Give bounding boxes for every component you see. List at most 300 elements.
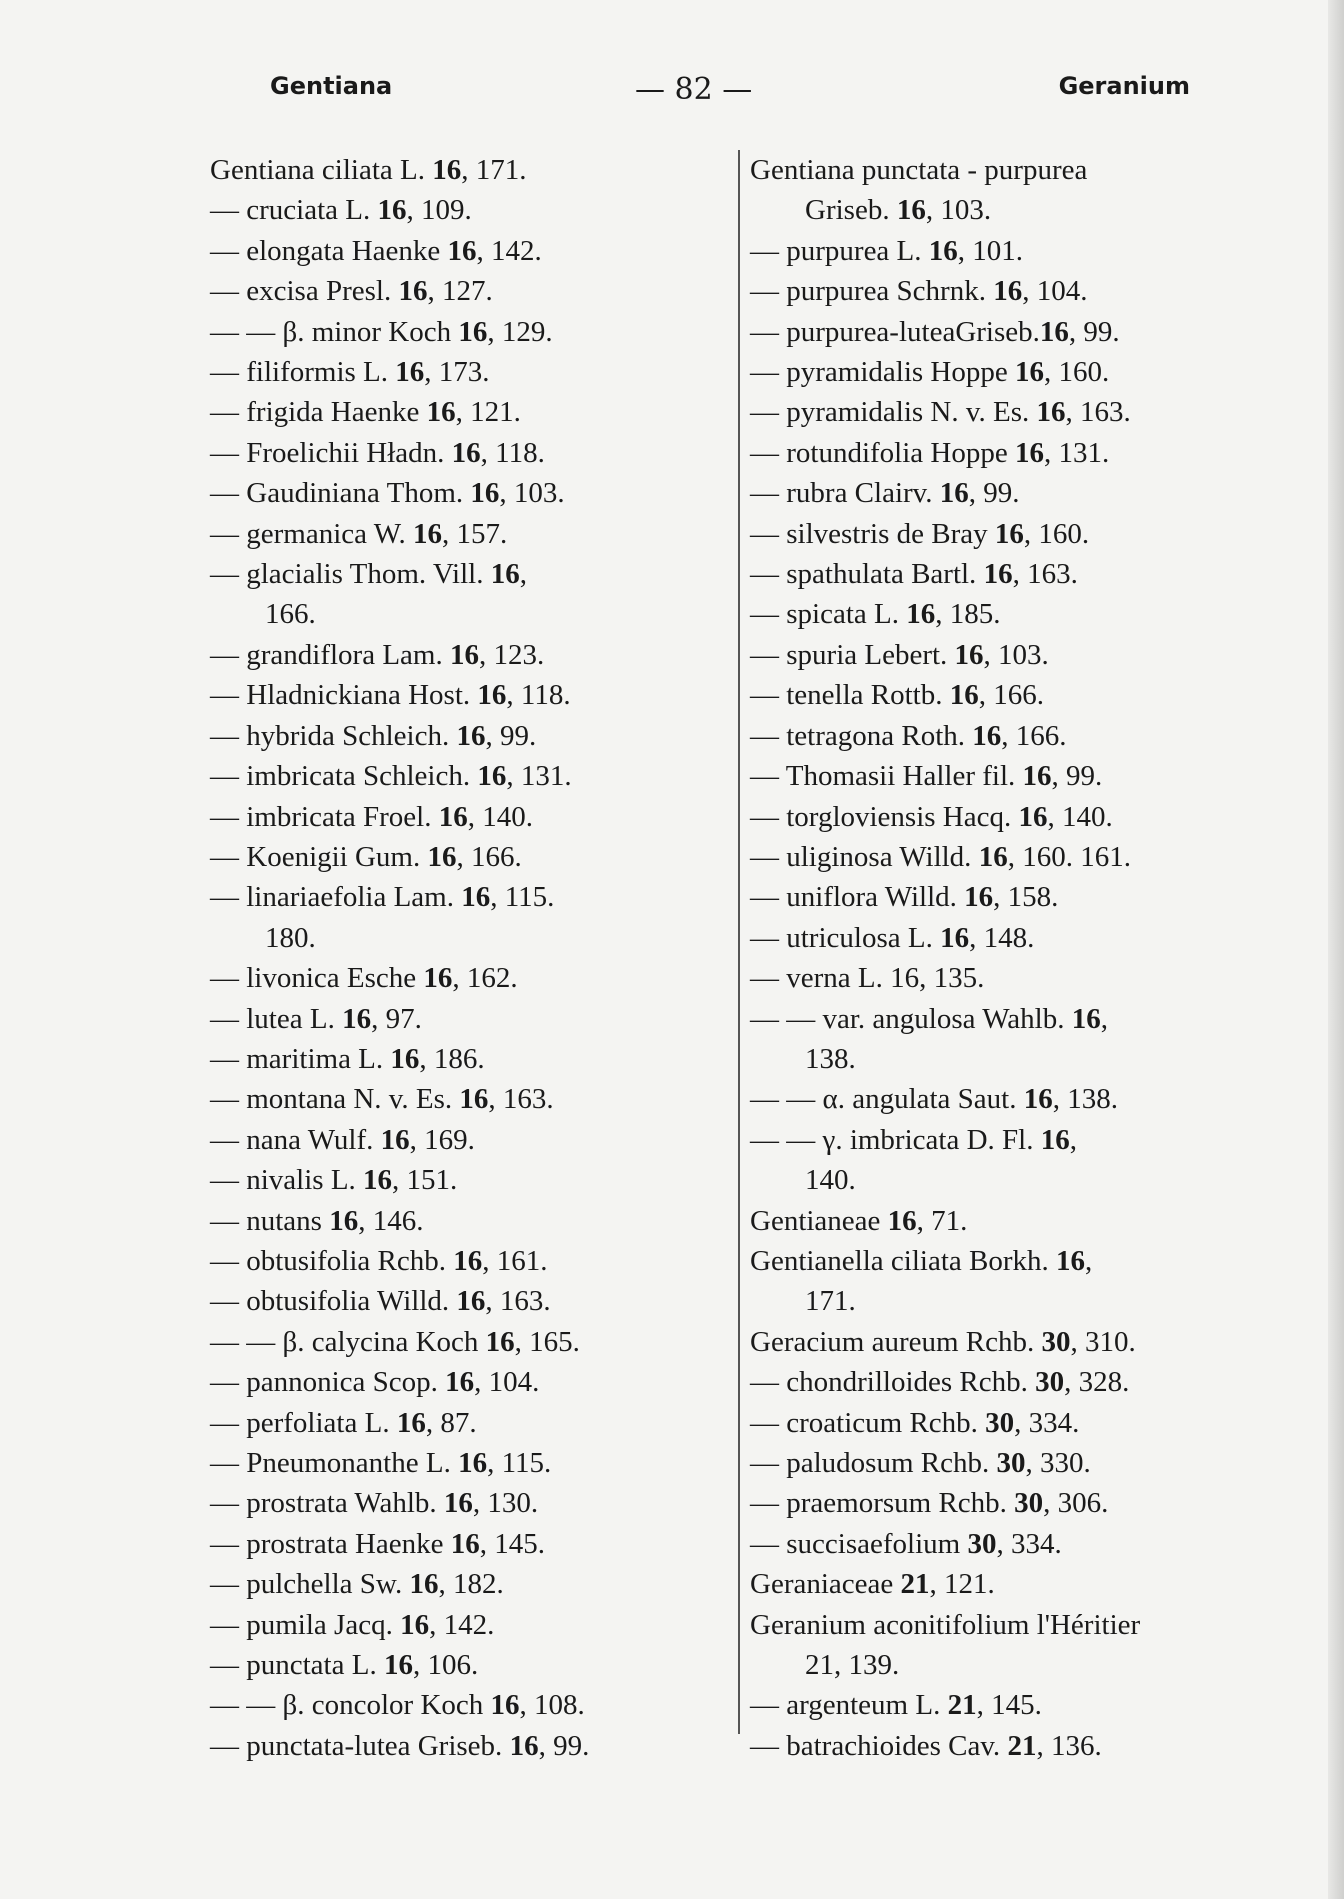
left-entry bbox=[210, 1241, 730, 1281]
right-entry bbox=[750, 918, 1270, 958]
volume-number: 16 bbox=[490, 558, 520, 591]
volume-number: 21 bbox=[947, 1689, 977, 1722]
entry-name: — obtusifolia Willd. bbox=[210, 1285, 457, 1318]
volume-number: 16 bbox=[456, 719, 486, 752]
right-entry bbox=[750, 312, 1270, 352]
entry-name: — prostrata Haenke bbox=[210, 1527, 451, 1560]
volume-number: 16 bbox=[978, 840, 1008, 873]
volume-number: 16 bbox=[459, 1083, 489, 1116]
entry-name: — nutans bbox=[210, 1204, 330, 1237]
right-entry bbox=[750, 675, 1270, 715]
volume-number: 16 bbox=[1056, 1244, 1086, 1277]
page-refs: , 169. bbox=[409, 1123, 475, 1156]
left-entry bbox=[210, 797, 730, 837]
page-refs: , 173. bbox=[424, 356, 490, 389]
volume-number: 16 bbox=[964, 881, 994, 914]
entry-name: — batrachioides Cav. bbox=[750, 1729, 1008, 1762]
volume-number: 16 bbox=[906, 598, 936, 631]
left-entry bbox=[210, 150, 730, 190]
page-refs: , 157. bbox=[441, 517, 508, 550]
left-entry bbox=[210, 1483, 730, 1523]
page-refs: , 163. bbox=[1012, 558, 1078, 591]
volume-number: 16 bbox=[983, 558, 1013, 591]
page-refs: , 145. bbox=[479, 1527, 546, 1560]
entry-name: — Pneumonanthe L. bbox=[210, 1447, 459, 1479]
volume-number: 16 bbox=[470, 477, 500, 510]
entry-name: — — var. angulosa Wahlb. bbox=[750, 1002, 1072, 1035]
volume-number: 16 bbox=[994, 517, 1024, 550]
volume-number: 16 bbox=[477, 679, 507, 712]
volume-number: 16 bbox=[449, 638, 479, 671]
left-entry bbox=[210, 514, 730, 554]
page-refs: , 146. bbox=[358, 1204, 424, 1237]
entry-name: — lutea L. bbox=[210, 1002, 343, 1035]
entry-name: — prostrata Wahlb. bbox=[210, 1487, 444, 1520]
volume-number: 16 bbox=[887, 1204, 917, 1237]
page-refs: , 334. bbox=[1014, 1406, 1080, 1439]
entry-name: — tetragona Roth. bbox=[750, 719, 973, 752]
page-refs: , 310. bbox=[1070, 1325, 1136, 1358]
entry-name: — linariaefolia Lam. bbox=[210, 881, 462, 914]
volume-number: 16 bbox=[490, 1689, 520, 1722]
page-refs: , 103. bbox=[983, 638, 1049, 671]
entry-name: Geranium aconitifolium l'Héritier bbox=[750, 1608, 1141, 1641]
page-refs: , 106. bbox=[412, 1649, 479, 1682]
right-entry bbox=[750, 1403, 1270, 1443]
volume-number: 16 bbox=[426, 396, 456, 429]
page-refs: , 118. bbox=[480, 436, 545, 469]
left-entry-continuation bbox=[210, 594, 730, 634]
page-refs: , bbox=[1069, 1123, 1077, 1156]
page-refs: , 99. bbox=[968, 477, 1020, 510]
entry-name: — punctata L. bbox=[210, 1649, 384, 1682]
page-refs: , 160. 161. bbox=[1007, 840, 1131, 873]
entry-name: — rubra Clairv. bbox=[750, 477, 940, 510]
left-entry-continuation bbox=[210, 918, 730, 958]
entry-name: — torgloviensis Hacq. bbox=[750, 800, 1019, 833]
page-refs: , 163. bbox=[1065, 396, 1131, 429]
entry-name: Gentianeae bbox=[750, 1204, 888, 1237]
entry-name: — Koenigii Gum. bbox=[210, 840, 428, 873]
page-refs: 21, 139. bbox=[805, 1649, 900, 1682]
page-refs: , 163. bbox=[488, 1083, 554, 1116]
left-entry bbox=[210, 1039, 730, 1079]
right-entry bbox=[750, 554, 1270, 594]
page-refs: , 87. bbox=[425, 1406, 477, 1439]
page-refs: , 118. bbox=[506, 679, 571, 712]
entry-name: — pumila Jacq. bbox=[210, 1608, 401, 1641]
page-refs: , 101. bbox=[957, 234, 1024, 267]
volume-number: 30 bbox=[1014, 1487, 1044, 1520]
page-refs: , 104. bbox=[474, 1366, 540, 1399]
entry-name: — — β. calycina Koch bbox=[210, 1325, 486, 1358]
right-entry bbox=[750, 1120, 1270, 1160]
right-entry bbox=[750, 999, 1270, 1039]
volume-number: 16 bbox=[412, 517, 442, 550]
entry-name: — excisa Presl. bbox=[210, 275, 399, 308]
volume-number: 16 bbox=[1036, 396, 1066, 429]
left-entry bbox=[210, 635, 730, 675]
page-refs: , 182. bbox=[438, 1568, 504, 1601]
entry-name: — verna L. 16, 135. bbox=[750, 962, 985, 995]
right-entry bbox=[750, 837, 1270, 877]
page-refs: , 130. bbox=[472, 1487, 539, 1520]
volume-number: 16 bbox=[329, 1204, 359, 1237]
right-entry bbox=[750, 514, 1270, 554]
entry-name: — germanica W. bbox=[210, 517, 413, 550]
page-refs: , 104. bbox=[1022, 275, 1088, 308]
volume-number: 16 bbox=[485, 1325, 515, 1358]
left-entry bbox=[210, 958, 730, 998]
page-refs: , 123. bbox=[478, 638, 545, 671]
page-refs: , 158. bbox=[993, 881, 1059, 914]
left-entry bbox=[210, 716, 730, 756]
left-entry bbox=[210, 231, 730, 271]
entry-name: — — α. angulata Saut. bbox=[750, 1083, 1024, 1116]
page-refs: , bbox=[1100, 1002, 1108, 1035]
left-entry bbox=[210, 1645, 730, 1685]
page-refs: , 131. bbox=[1043, 436, 1110, 469]
right-entry bbox=[750, 352, 1270, 392]
entry-name: — uniflora Willd. bbox=[750, 881, 965, 914]
page-refs: , 148. bbox=[969, 921, 1035, 954]
page-refs: , 160. bbox=[1043, 356, 1110, 389]
volume-number: 16 bbox=[447, 234, 477, 267]
volume-number: 16 bbox=[940, 921, 970, 954]
entry-name: — argenteum L. bbox=[750, 1689, 948, 1722]
page-refs: , 163. bbox=[485, 1285, 551, 1318]
page-refs: , 99. bbox=[1051, 760, 1103, 793]
entry-name: — livonica Esche bbox=[210, 962, 424, 995]
entry-name: — imbricata Froel. bbox=[210, 800, 439, 833]
left-entry bbox=[210, 352, 730, 392]
entry-name: — praemorsum Rchb. bbox=[750, 1487, 1015, 1520]
page-refs: , 136. bbox=[1036, 1729, 1102, 1762]
right-entry bbox=[750, 433, 1270, 473]
entry-name: — cruciata L. bbox=[210, 194, 378, 227]
right-entry bbox=[750, 716, 1270, 756]
volume-number: 16 bbox=[993, 275, 1023, 308]
volume-number: 30 bbox=[996, 1447, 1026, 1479]
volume-number: 21 bbox=[900, 1568, 930, 1601]
volume-number: 16 bbox=[342, 1002, 372, 1035]
volume-number: 16 bbox=[390, 1042, 420, 1075]
right-entry bbox=[750, 1524, 1270, 1564]
page-refs: , 99. bbox=[485, 719, 537, 752]
entry-name: — pulchella Sw. bbox=[210, 1568, 410, 1601]
left-entry bbox=[210, 1524, 730, 1564]
page-refs: , 140. bbox=[467, 800, 533, 833]
entry-name: — pyramidalis Hoppe bbox=[750, 356, 1015, 389]
right-entry bbox=[750, 1685, 1270, 1725]
page-refs: , 121. bbox=[455, 396, 521, 429]
page-refs: , 161. bbox=[482, 1244, 548, 1277]
entry-name: Gentianella ciliata Borkh. bbox=[750, 1244, 1057, 1277]
page-refs: , 330. bbox=[1025, 1447, 1091, 1479]
entry-name: — croaticum Rchb. bbox=[750, 1406, 986, 1439]
volume-number: 16 bbox=[1039, 315, 1069, 348]
left-entry bbox=[210, 1281, 730, 1321]
entry-name: Gentiana punctata - purpurea bbox=[750, 154, 1088, 186]
volume-number: 16 bbox=[1023, 1083, 1053, 1116]
entry-name: — montana N. v. Es. bbox=[210, 1083, 460, 1116]
right-entry-continuation bbox=[750, 1160, 1270, 1200]
right-entry bbox=[750, 1726, 1270, 1766]
page-refs: , 142. bbox=[429, 1608, 495, 1641]
right-entry bbox=[750, 1443, 1270, 1483]
left-entry bbox=[210, 675, 730, 715]
left-entry bbox=[210, 877, 730, 917]
page-refs: , 103. bbox=[499, 477, 565, 510]
page-refs: , 160. bbox=[1023, 517, 1090, 550]
page-refs: , 109. bbox=[406, 194, 472, 227]
page-refs: , 306. bbox=[1043, 1487, 1109, 1520]
volume-number: 16 bbox=[456, 1285, 486, 1318]
page-refs: , 165. bbox=[514, 1325, 580, 1358]
volume-number: 16 bbox=[461, 881, 491, 914]
entry-name: — Thomasii Haller fil. bbox=[750, 760, 1023, 793]
entry-name: — pannonica Scop. bbox=[210, 1366, 446, 1399]
page-refs: 180. bbox=[265, 921, 316, 954]
volume-number: 16 bbox=[1018, 800, 1048, 833]
entry-name: — punctata-lutea Griseb. bbox=[210, 1729, 510, 1762]
right-entry-continuation bbox=[750, 190, 1270, 230]
page-refs: , bbox=[519, 558, 527, 591]
entry-name: — — β. concolor Koch bbox=[210, 1689, 491, 1722]
left-entry bbox=[210, 756, 730, 796]
entry-name: Griseb. bbox=[805, 194, 897, 227]
volume-number: 16 bbox=[453, 1244, 483, 1277]
entry-name: — filiformis L. bbox=[210, 356, 396, 389]
page-refs: 166. bbox=[265, 598, 316, 631]
volume-number: 16 bbox=[395, 356, 425, 389]
entry-name: — purpurea L. bbox=[750, 234, 929, 267]
left-entry bbox=[210, 999, 730, 1039]
left-entry bbox=[210, 312, 730, 352]
left-entry bbox=[210, 1685, 730, 1725]
volume-number: 16 bbox=[928, 234, 958, 267]
entry-name: — utriculosa L. bbox=[750, 921, 941, 954]
entry-name: — spuria Lebert. bbox=[750, 638, 955, 671]
running-head bbox=[270, 72, 1190, 112]
right-entry bbox=[750, 1605, 1270, 1645]
right-entry-continuation bbox=[750, 1039, 1270, 1079]
entry-name: — — γ. imbricata D. Fl. bbox=[750, 1123, 1041, 1156]
entry-name: — tenella Rottb. bbox=[750, 679, 950, 712]
volume-number: 16 bbox=[954, 638, 984, 671]
right-entry bbox=[750, 797, 1270, 837]
volume-number: 16 bbox=[949, 679, 979, 712]
page-refs: , 71. bbox=[916, 1204, 968, 1237]
volume-number: 21 bbox=[1007, 1729, 1037, 1762]
entry-name: — spathulata Bartl. bbox=[750, 558, 984, 591]
right-entry bbox=[750, 473, 1270, 513]
volume-number: 30 bbox=[1035, 1366, 1065, 1399]
left-entry bbox=[210, 1362, 730, 1402]
volume-number: 30 bbox=[985, 1406, 1015, 1439]
left-entry bbox=[210, 837, 730, 877]
page-refs: , 99. bbox=[1068, 315, 1120, 348]
page-refs: , 131. bbox=[506, 760, 572, 793]
left-column bbox=[210, 150, 730, 1766]
right-entry bbox=[750, 1079, 1270, 1119]
volume-number: 16 bbox=[477, 760, 507, 793]
entry-name: — Hladnickiana Host. bbox=[210, 679, 478, 712]
entry-name: — pyramidalis N. v. Es. bbox=[750, 396, 1037, 429]
volume-number: 16 bbox=[380, 1123, 410, 1156]
entry-name: — obtusifolia Rchb. bbox=[210, 1244, 454, 1277]
volume-number: 30 bbox=[967, 1527, 997, 1560]
page-refs: , 140. bbox=[1047, 800, 1113, 833]
volume-number: 16 bbox=[1022, 760, 1052, 793]
right-entry bbox=[750, 1322, 1270, 1362]
entry-name: — elongata Haenke bbox=[210, 234, 448, 267]
entry-name: — purpurea Schrnk. bbox=[750, 275, 994, 308]
left-entry bbox=[210, 1201, 730, 1241]
right-entry bbox=[750, 1201, 1270, 1241]
left-entry bbox=[210, 554, 730, 594]
left-entry bbox=[210, 392, 730, 432]
page-refs: , 115. bbox=[487, 1447, 552, 1479]
page-refs: , 127. bbox=[427, 275, 493, 308]
volume-number: 30 bbox=[1041, 1325, 1071, 1358]
page-refs: 140. bbox=[805, 1164, 856, 1197]
right-entry bbox=[750, 392, 1270, 432]
volume-number: 16 bbox=[450, 1527, 480, 1560]
volume-number: 16 bbox=[972, 719, 1002, 752]
page-refs: , 99. bbox=[538, 1729, 590, 1762]
volume-number: 16 bbox=[438, 800, 468, 833]
page-refs: 171. bbox=[805, 1285, 856, 1318]
entry-name: — Froelichii Hładn. bbox=[210, 436, 452, 469]
volume-number: 16 bbox=[1014, 356, 1044, 389]
left-entry bbox=[210, 271, 730, 311]
left-entry bbox=[210, 1605, 730, 1645]
left-entry bbox=[210, 1564, 730, 1604]
page-refs: , 129. bbox=[487, 315, 553, 348]
volume-number: 16 bbox=[509, 1729, 539, 1762]
entry-name: — glacialis Thom. Vill. bbox=[210, 558, 491, 591]
volume-number: 16 bbox=[1071, 1002, 1101, 1035]
entry-name: — silvestris de Bray bbox=[750, 517, 995, 550]
left-entry bbox=[210, 1079, 730, 1119]
right-entry bbox=[750, 756, 1270, 796]
left-entry bbox=[210, 1120, 730, 1160]
volume-number: 16 bbox=[383, 1649, 413, 1682]
entry-name: Gentiana ciliata L. bbox=[210, 154, 433, 186]
left-entry bbox=[210, 1443, 730, 1483]
left-entry bbox=[210, 1322, 730, 1362]
right-entry bbox=[750, 271, 1270, 311]
entry-name: — uliginosa Willd. bbox=[750, 840, 979, 873]
page-refs: , 108. bbox=[519, 1689, 585, 1722]
page-refs: , 142. bbox=[476, 234, 542, 267]
volume-number: 16 bbox=[458, 1447, 488, 1479]
left-entry bbox=[210, 190, 730, 230]
right-entry bbox=[750, 1564, 1270, 1604]
right-entry bbox=[750, 877, 1270, 917]
volume-number: 16 bbox=[409, 1568, 439, 1601]
entry-name: — nana Wulf. bbox=[210, 1123, 381, 1156]
page-refs: , 166. bbox=[978, 679, 1044, 712]
page-refs: , 103. bbox=[925, 194, 992, 227]
volume-number: 16 bbox=[445, 1366, 475, 1399]
entry-name: — imbricata Schleich. bbox=[210, 760, 478, 793]
volume-number: 16 bbox=[398, 275, 428, 308]
right-entry bbox=[750, 635, 1270, 675]
right-entry bbox=[750, 1241, 1270, 1281]
entry-name: — maritima L. bbox=[210, 1042, 391, 1075]
entry-name: — frigida Haenke bbox=[210, 396, 427, 429]
entry-name: Geraniaceae bbox=[750, 1568, 901, 1601]
page-number: — 82 — bbox=[635, 72, 753, 107]
entry-name: — hybrida Schleich. bbox=[210, 719, 457, 752]
volume-number: 16 bbox=[443, 1487, 473, 1520]
page-refs: , 166. bbox=[1001, 719, 1067, 752]
volume-number: 16 bbox=[458, 315, 488, 348]
page-refs: , 115. bbox=[490, 881, 555, 914]
entry-name: — grandiflora Lam. bbox=[210, 638, 450, 671]
entry-name: Geracium aureum Rchb. bbox=[750, 1325, 1042, 1358]
entry-name: — Gaudiniana Thom. bbox=[210, 477, 471, 510]
volume-number: 16 bbox=[1014, 436, 1044, 469]
volume-number: 16 bbox=[400, 1608, 430, 1641]
left-entry bbox=[210, 1160, 730, 1200]
entry-name: — chondrilloides Rchb. bbox=[750, 1366, 1036, 1399]
right-entry bbox=[750, 1362, 1270, 1402]
entry-name: — rotundifolia Hoppe bbox=[750, 436, 1015, 469]
volume-number: 16 bbox=[451, 436, 481, 469]
volume-number: 16 bbox=[1040, 1123, 1070, 1156]
volume-number: 16 bbox=[896, 194, 926, 227]
right-entry bbox=[750, 594, 1270, 634]
page-refs: , 185. bbox=[935, 598, 1001, 631]
left-entry bbox=[210, 473, 730, 513]
page-refs: , 121. bbox=[929, 1568, 995, 1601]
left-entry bbox=[210, 433, 730, 473]
volume-number: 16 bbox=[427, 840, 457, 873]
entry-name: — purpurea-luteaGriseb. bbox=[750, 315, 1040, 348]
volume-number: 16 bbox=[432, 154, 462, 186]
page-refs: , 145. bbox=[976, 1689, 1042, 1722]
entry-name: — — β. minor Koch bbox=[210, 315, 459, 348]
header-left: Gentiana bbox=[270, 72, 393, 100]
right-entry bbox=[750, 958, 1270, 998]
volume-number: 16 bbox=[939, 477, 969, 510]
right-entry-continuation bbox=[750, 1645, 1270, 1685]
entry-name: — spicata L. bbox=[750, 598, 907, 631]
header-right: Geranium bbox=[1058, 72, 1190, 100]
right-entry bbox=[750, 231, 1270, 271]
page-refs: , 171. bbox=[461, 154, 527, 186]
page-refs: , 186. bbox=[419, 1042, 485, 1075]
right-entry bbox=[750, 1483, 1270, 1523]
left-entry bbox=[210, 1726, 730, 1766]
entry-name: — paludosum Rchb. bbox=[750, 1447, 997, 1479]
page-refs: , 334. bbox=[996, 1527, 1062, 1560]
page-refs: , 166. bbox=[456, 840, 522, 873]
page-refs: 138. bbox=[805, 1042, 856, 1075]
page-refs: , 138. bbox=[1052, 1083, 1118, 1116]
entry-name: — perfoliata L. bbox=[210, 1406, 397, 1439]
right-column bbox=[750, 150, 1270, 1766]
volume-number: 16 bbox=[363, 1164, 393, 1197]
page-refs: , 162. bbox=[452, 962, 518, 995]
entry-name: — nivalis L. bbox=[210, 1164, 364, 1197]
column-divider bbox=[738, 150, 740, 1734]
page-refs: , bbox=[1085, 1244, 1093, 1277]
volume-number: 16 bbox=[396, 1406, 426, 1439]
